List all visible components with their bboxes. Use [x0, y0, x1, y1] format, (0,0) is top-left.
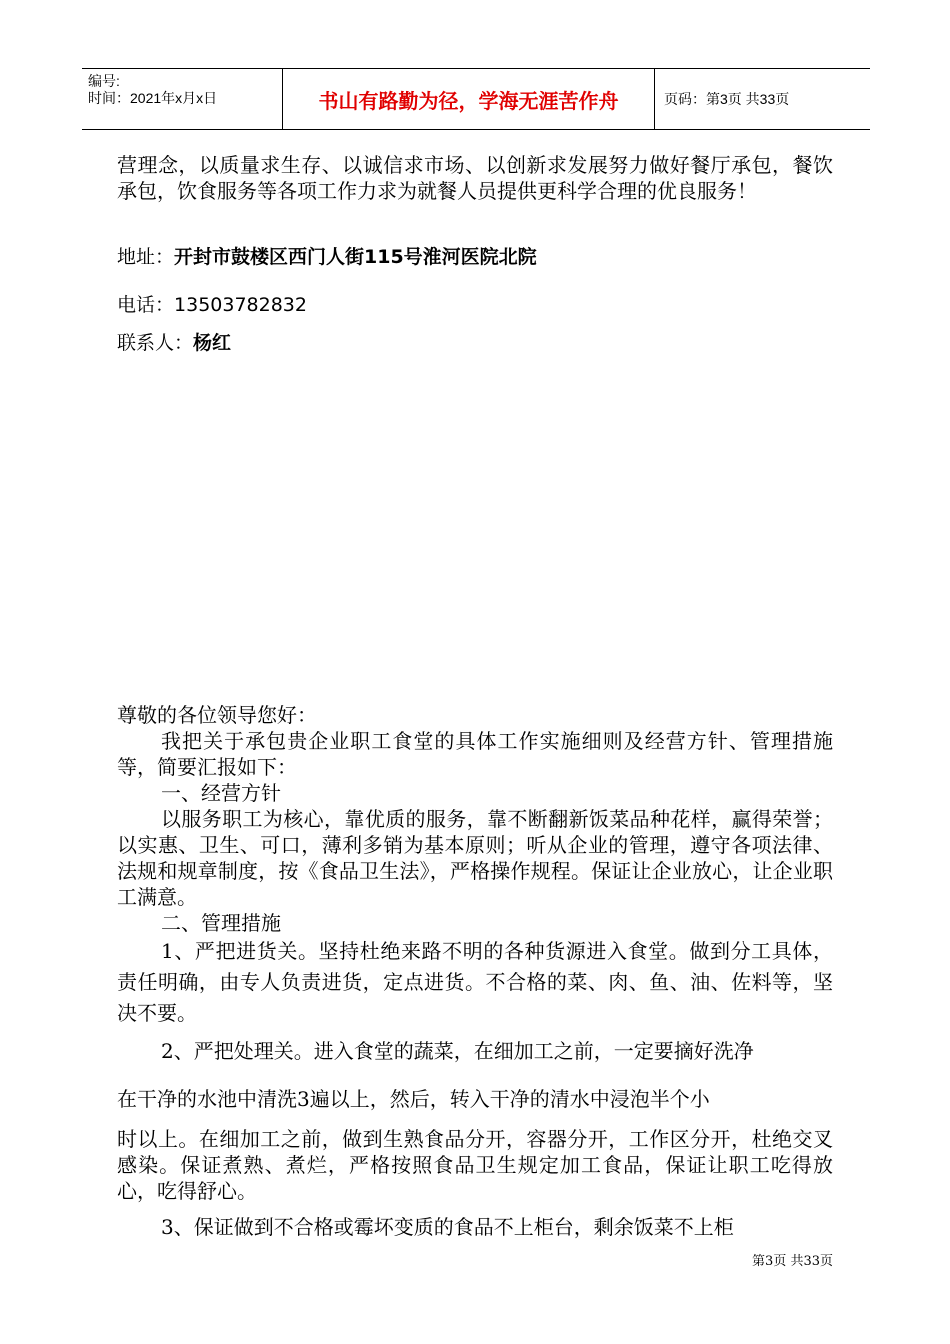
phone-value: 13503782832	[174, 294, 307, 316]
address-value: 开封市鼓楼区西门人街115号淮河医院北院	[174, 246, 537, 268]
address-label: 地址：	[117, 246, 175, 268]
paragraph-text: 3、保证做到不合格或霉坏变质的食品不上柜台，剩余饭菜不上柜	[161, 1215, 734, 1239]
section-heading: 一、经营方针	[161, 781, 281, 805]
number-label: 编号:	[88, 73, 120, 89]
person-label: 联系人：	[117, 332, 194, 354]
time-label: 时间：2021年x月x日	[88, 90, 218, 106]
phone-label: 电话：	[117, 294, 175, 316]
person-value: 杨红	[193, 332, 232, 354]
paragraph-text: 时以上。在细加工之前，做到生熟食品分开，容器分开，工作区分开，杜绝交叉感染。保证煮熟、煮烂，严格按照食品卫生规定加工食品，保证让职工吃得放心，吃得舒心。	[117, 1127, 833, 1203]
header-divider	[654, 69, 655, 129]
phone-line	[117, 290, 307, 317]
paragraph	[117, 936, 833, 1029]
address-line	[117, 242, 537, 269]
paragraph: 以服务职工为核心，靠优质的服务，靠不断翻新饭菜品种花样，赢得荣誉；以实惠、卫生、可口，薄利多销为基本原则；听从企业的管理，遵守各项法律、法规和规章制度，按《食品卫生法》，严格操作规程。保证让企业放心，让企业职工满意。	[117, 807, 833, 909]
paragraph-text: 1、严把进货关。坚持杜绝来路不明的各种货源进入食堂。做到分工具体，责任明确，由专人负责进货，定点进货。不合格的菜、肉、鱼、油、佐料等，坚决不要。	[117, 939, 833, 1025]
paragraph: 我把关于承包贵企业职工食堂的具体工作实施细则及经营方针、管理措施等，简要汇报如下：	[117, 729, 833, 779]
contact-person-line	[117, 328, 231, 355]
header-motto: 书山有路勤为径，学海无涯苦作舟	[318, 88, 619, 113]
header-page-label: 页码：第3页 共33页	[664, 91, 790, 107]
paragraph-text: 2、严把处理关。进入食堂的蔬菜，在细加工之前，一定要摘好洗净	[161, 1039, 754, 1063]
footer-page-number: 第3页 共33页	[752, 1254, 833, 1269]
page-header	[82, 68, 870, 130]
header-meta	[82, 69, 282, 129]
section-heading: 二、管理措施	[161, 911, 281, 935]
paragraph-text: 在干净的水池中清洗3遍以上，然后，转入干净的清水中浸泡半个小	[117, 1087, 710, 1111]
paragraph	[117, 1214, 833, 1240]
greeting: 尊敬的各位领导您好：	[117, 703, 317, 727]
intro-paragraph: 营理念，以质量求生存、以诚信求市场、以创新求发展努力做好餐厅承包，餐饮承包，饮食服务等各项工作力求为就餐人员提供更科学合理的优良服务！	[117, 153, 833, 203]
paragraph	[117, 1086, 833, 1112]
paragraph	[117, 1126, 833, 1204]
letter-body	[117, 702, 833, 936]
paragraph	[117, 1038, 833, 1064]
